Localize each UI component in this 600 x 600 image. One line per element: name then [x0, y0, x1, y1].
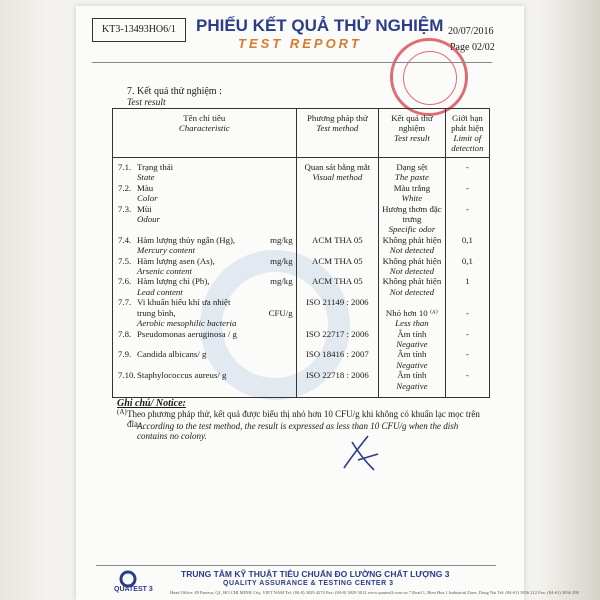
method-cell: ISO 22717 : 2006: [305, 328, 369, 339]
header-limit-vn: Giới hạn phát hiện: [451, 113, 484, 133]
limit-cell: 0,1: [461, 255, 473, 266]
result-cell: Không phát hiện: [382, 234, 442, 245]
table-row: [113, 256, 296, 266]
method-visual-en: Visual method: [312, 172, 363, 183]
header-characteristic: [113, 109, 297, 158]
limit-cell: -: [465, 307, 469, 318]
row-number: 7.2.: [118, 182, 132, 193]
header-result-en: Test result: [394, 133, 430, 143]
row-number: 7.7.: [118, 297, 132, 308]
limit-cell: 1: [465, 276, 470, 287]
method-cell: ACM THA 05: [312, 276, 363, 287]
row-name: Pseudomonas aeruginosa / g: [137, 328, 237, 339]
row-number: 7.9.: [118, 349, 132, 360]
handwritten-signature: [338, 430, 384, 476]
result-column: [379, 158, 446, 398]
table-row: [113, 349, 296, 359]
footer-logo-text: QUATEST 3: [114, 586, 153, 593]
row-name: Staphylococcus aureus/ g: [137, 370, 227, 381]
result-cell: Âm tính: [397, 328, 427, 339]
header-characteristic-en: Characteristic: [178, 123, 230, 133]
red-seal-stamp: [390, 38, 468, 116]
row-name: Hàm lượng thủy ngân (Hg),: [137, 234, 236, 245]
row-name-en: State: [137, 172, 155, 183]
method-cell: ISO 18416 : 2007: [305, 349, 369, 360]
row-unit: mg/kg: [270, 276, 293, 287]
result-cell: Không phát hiện: [382, 255, 442, 266]
table-row: [113, 204, 296, 214]
result-cell: Không phát hiện: [382, 276, 442, 287]
footer-org-name-en: QUALITY ASSURANCE & TESTING CENTER 3: [223, 580, 394, 587]
result-cell-en: White: [401, 193, 423, 204]
header-method: [296, 109, 378, 158]
table-header-row: [113, 109, 490, 158]
table-row: [113, 370, 296, 380]
header-result: [379, 109, 446, 158]
limit-cell: -: [465, 182, 469, 193]
table-row: [113, 235, 296, 245]
row-name-en: Arsenic content: [137, 266, 192, 277]
report-subtitle: TEST REPORT: [238, 36, 362, 51]
result-cell-en: The paste: [394, 172, 429, 183]
result-cell-en: Not detected: [389, 266, 435, 277]
method-visual: Quan sát bằng mắt: [304, 162, 371, 172]
row-number: 7.4.: [118, 234, 132, 245]
table-row: [113, 276, 296, 286]
result-cell: Màu trắng: [393, 182, 431, 193]
notes-text: Theo phương pháp thử, kết quả được biểu thị nhỏ hơn 10 CFU/g khi không có khuẩn lạc mọc trên đĩa.: [127, 409, 480, 429]
row-number: 7.3.: [118, 203, 132, 214]
row-name: Vi khuẩn hiếu khí ưa nhiệt: [137, 297, 231, 308]
result-cell-en: Negative: [396, 359, 428, 370]
result-cell-en: Not detected: [389, 286, 435, 297]
result-cell: Dạng sệt: [396, 162, 428, 172]
result-cell-en: Negative: [396, 338, 428, 349]
limit-column: [445, 158, 489, 398]
result-cell: Nhỏ hơn 10 ⁽ᴬ⁾: [385, 307, 438, 318]
row-number: 7.5.: [118, 255, 132, 266]
header-limit-en: Limit of detection: [451, 133, 484, 153]
page-number: Page 02/02: [450, 42, 495, 53]
table-row: [113, 329, 296, 339]
result-cell-en: Specific odor: [388, 224, 436, 235]
notes-marker: (A): [117, 408, 127, 416]
row-name: Trạng thái: [137, 162, 174, 172]
table-row: [113, 162, 296, 172]
row-name-en: Aerobic mesophilic bacteria: [137, 318, 237, 329]
report-date: 20/07/2016: [448, 26, 494, 37]
table-row: [113, 183, 296, 193]
stamp-inner-ring: [403, 51, 457, 105]
row-name-en: Color: [137, 193, 158, 204]
row-name-en: Mercury content: [137, 245, 196, 256]
limit-cell: -: [465, 203, 469, 214]
row-name-en: Odour: [137, 214, 160, 225]
row-name: Hàm lượng chì (Pb),: [137, 276, 210, 287]
limit-cell: -: [465, 370, 469, 381]
method-cell: ISO 22718 : 2006: [305, 370, 369, 381]
section-subtitle: Test result: [127, 98, 166, 108]
row-number: 7.1.: [118, 162, 132, 172]
notes-title: Ghi chú/ Notice:: [117, 398, 186, 409]
result-cell-en: Negative: [396, 380, 428, 391]
footer-org-name: TRUNG TÂM KỸ THUẬT TIÊU CHUẨN ĐO LƯỜNG CHẤT LƯỢNG 3: [181, 569, 450, 579]
limit-cell: -: [465, 328, 469, 339]
row-number: 7.10.: [118, 370, 136, 381]
method-column: [296, 158, 378, 398]
header-method-en: Test method: [316, 123, 359, 133]
header-divider: [92, 62, 492, 63]
row-name: Mùi: [137, 203, 152, 214]
header-characteristic-vn: Tên chỉ tiêu: [183, 113, 226, 123]
row-unit: CFU/g: [268, 307, 293, 318]
method-cell: ACM THA 05: [312, 255, 363, 266]
row-name-cont: trung bình,: [137, 307, 176, 318]
method-cell: ACM THA 05: [312, 234, 363, 245]
header-method-vn: Phương pháp thử: [307, 113, 368, 123]
section-title: 7. Kết quả thử nghiệm :: [127, 86, 222, 97]
result-cell: Âm tính: [397, 370, 427, 381]
table-row: [113, 297, 296, 307]
characteristic-column: [113, 158, 297, 398]
row-number: 7.6.: [118, 276, 132, 287]
limit-cell: -: [465, 162, 469, 172]
notes-text-en: According to the test method, the result is expressed as less than 10 CFU/g when the dish contains no colony.: [137, 421, 459, 441]
report-title: PHIẾU KẾT QUẢ THỬ NGHIỆM: [196, 16, 444, 35]
row-number: 7.8.: [118, 328, 132, 339]
result-cell-en: Less than: [395, 318, 429, 329]
row-name: Màu: [137, 182, 154, 193]
row-name: Candida albicans/ g: [137, 349, 207, 360]
document-code: KT3-13493HO6/1: [92, 18, 186, 42]
header-result-vn: Kết quả thử nghiệm: [391, 113, 433, 133]
row-unit: mg/kg: [270, 255, 293, 266]
result-cell: Âm tính: [397, 349, 427, 360]
table-body-row: [113, 158, 490, 398]
method-cell: ISO 21149 : 2006: [306, 297, 369, 308]
row-name-en: Lead content: [137, 286, 183, 297]
result-cell: Hương thơm đặc trưng: [382, 203, 442, 225]
footer-contact: Head Office: 49 Pasteur, Q1, HO CHI MINH City, VIET NAM Tel: (84-8) 3829 4274 Fax: (84-8) 3829 3012 www.quatest3.com.vn 7 Road 1, Bien Hoa 1 Industrial Zone, Dong Nai Tel: (84-61) 3836 212 Fax: (84-61) 3836 298: [170, 590, 579, 595]
test-result-table: [112, 108, 490, 398]
row-unit: mg/kg: [270, 234, 293, 245]
limit-cell: 0,1: [461, 234, 473, 245]
result-cell-en: Not detected: [389, 245, 435, 256]
header-limit: [445, 109, 489, 158]
footer-divider: [96, 565, 496, 566]
row-name: Hàm lượng asen (As),: [137, 255, 215, 266]
limit-cell: -: [465, 349, 469, 360]
